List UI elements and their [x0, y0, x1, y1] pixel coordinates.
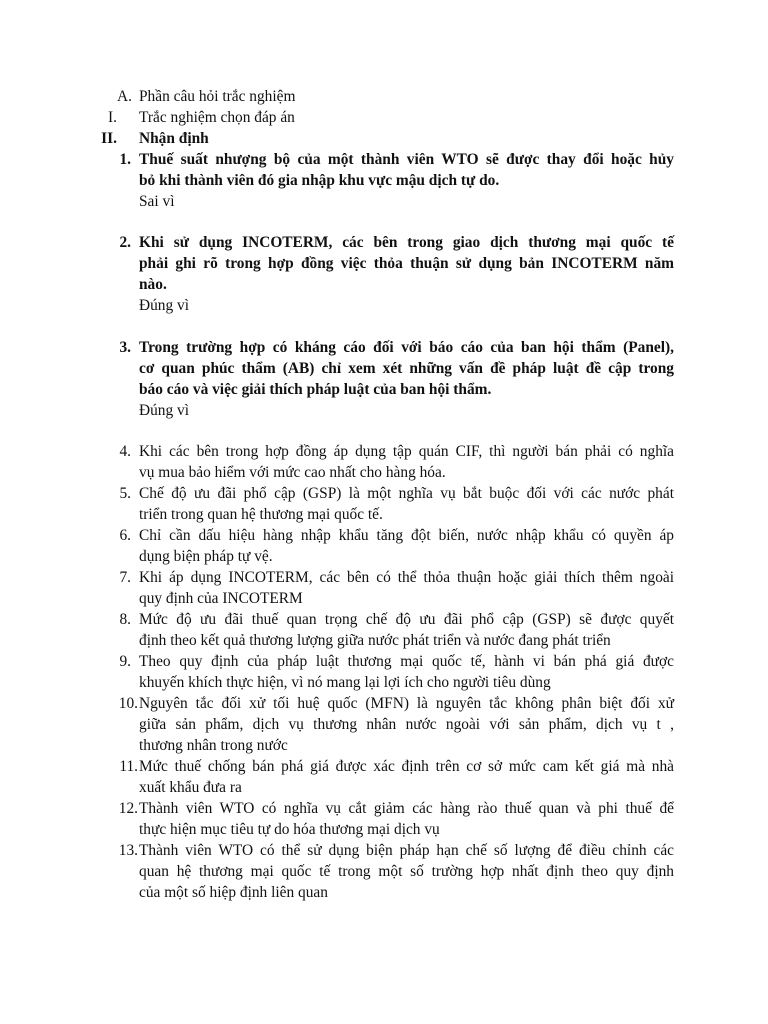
section-heading-i [0, 107, 768, 128]
item-text: nào. [139, 276, 167, 293]
item-text: quan hệ thương mại quốc tế trong một số trường hợp nhất định theo quy định [139, 863, 674, 880]
item-number: 2. [119, 234, 131, 251]
item-text: của một số hiệp định liên quan [139, 884, 328, 901]
item-text: Thành viên WTO có thể sử dụng biện pháp hạn chế số lượng để điều chỉnh các [139, 842, 674, 859]
list-item [0, 441, 768, 462]
list-item-continuation [0, 358, 768, 379]
list-item [0, 756, 768, 777]
item-text: Khi áp dụng INCOTERM, các bên có thể thỏa thuận hoặc giải thích thêm ngoài [139, 569, 674, 586]
list-item-continuation [0, 672, 768, 693]
answer-text: Sai vì [139, 193, 175, 210]
list-marker: I. [108, 109, 117, 126]
list-item-continuation [0, 819, 768, 840]
list-marker: II. [101, 130, 117, 147]
list-item [0, 693, 768, 714]
list-item-continuation [0, 379, 768, 400]
item-text: báo cáo và việc giải thích pháp luật của ban hội thẩm. [139, 381, 492, 398]
item-number: 3. [119, 339, 131, 356]
list-item-continuation [0, 274, 768, 295]
item-number: 8. [119, 611, 131, 628]
list-item-continuation [0, 253, 768, 274]
item-text: Chỉ cần dấu hiệu hàng nhập khẩu tăng đột biến, nước nhập khẩu có quyền áp [139, 527, 674, 544]
item-text: thương nhân trong nước [139, 737, 288, 754]
list-item-continuation [0, 630, 768, 651]
item-text: quy định của INCOTERM [139, 590, 303, 607]
item-text: Thành viên WTO có nghĩa vụ cắt giảm các hàng rào thuế quan và phi thuế để [139, 800, 674, 817]
item-text: thực hiện mục tiêu tự do hóa thương mại dịch vụ [139, 821, 440, 838]
item-text: vụ mua bảo hiểm với mức cao nhất cho hàng hóa. [139, 464, 446, 481]
item-answer [0, 191, 768, 212]
item-text: Khi sử dụng INCOTERM, các bên trong giao dịch thương mại quốc tế [139, 234, 674, 251]
item-number: 12. [118, 800, 138, 817]
heading-text: Nhận định [139, 130, 209, 147]
item-text: bỏ khi thành viên đó gia nhập khu vực mậu dịch tự do. [139, 172, 500, 189]
item-number: 9. [119, 653, 131, 670]
item-text: Trong trường hợp có kháng cáo đối với báo cáo của ban hội thẩm (Panel), [139, 339, 674, 356]
item-text: Theo quy định của pháp luật thương mại quốc tế, hành vi bán phá giá được [139, 653, 674, 670]
item-number: 7. [119, 569, 131, 586]
item-number: 1. [119, 151, 131, 168]
item-text: xuất khẩu đưa ra [139, 779, 242, 796]
list-item [0, 232, 768, 253]
item-text: Mức độ ưu đãi thuế quan trọng chế độ ưu đãi phổ cập (GSP) sẽ được quyết [139, 611, 674, 628]
list-item-continuation [0, 546, 768, 567]
list-item [0, 149, 768, 170]
list-item-continuation [0, 462, 768, 483]
list-item [0, 567, 768, 588]
list-item-continuation [0, 170, 768, 191]
item-answer [0, 400, 768, 421]
list-item [0, 525, 768, 546]
item-number: 11. [119, 758, 138, 775]
list-item-continuation [0, 504, 768, 525]
answer-text: Đúng vì [139, 297, 190, 314]
item-text: định theo kết quả thương lượng giữa nước phát triển và nước đang phát triển [139, 632, 611, 649]
item-text: Khi các bên trong hợp đồng áp dụng tập quán CIF, thì người bán phải có nghĩa [139, 443, 674, 460]
list-item [0, 609, 768, 630]
list-item [0, 337, 768, 358]
item-text: cơ quan phúc thẩm (AB) chỉ xem xét những vấn đề pháp luật đề cập trong [139, 360, 674, 377]
answer-text: Đúng vì [139, 402, 190, 419]
item-number: 6. [119, 527, 131, 544]
list-item-continuation [0, 735, 768, 756]
list-item [0, 651, 768, 672]
list-marker: A. [117, 88, 132, 105]
list-item-continuation [0, 861, 768, 882]
item-number: 13. [118, 842, 138, 859]
list-item-continuation [0, 588, 768, 609]
item-text: triển trong quan hệ thương mại quốc tế. [139, 506, 383, 523]
item-text: Chế độ ưu đãi phổ cập (GSP) là một nghĩa vụ bắt buộc đối với các nước phát [139, 485, 674, 502]
item-text: Nguyên tắc đối xử tối huệ quốc (MFN) là nguyên tắc không phân biệt đối xử [139, 695, 674, 712]
item-text: Thuế suất nhượng bộ của một thành viên WTO sẽ được thay đổi hoặc hủy [139, 151, 674, 168]
section-heading-a [0, 86, 768, 107]
list-item-continuation [0, 882, 768, 903]
item-number: 5. [119, 485, 131, 502]
item-number: 10. [118, 695, 138, 712]
item-number: 4. [119, 443, 131, 460]
list-item-continuation [0, 777, 768, 798]
list-item-continuation [0, 714, 768, 735]
heading-text: Trắc nghiệm chọn đáp án [139, 109, 295, 126]
section-heading-ii [0, 128, 768, 149]
list-item [0, 798, 768, 819]
list-item [0, 483, 768, 504]
item-text: phải ghi rõ trong hợp đồng việc thỏa thuận sử dụng bản INCOTERM năm [139, 255, 674, 272]
item-text: khuyến khích thực hiện, vì nó mang lại lợi ích cho người tiêu dùng [139, 674, 551, 691]
item-answer [0, 295, 768, 316]
list-item [0, 840, 768, 861]
item-text: giữa sản phẩm, dịch vụ thương nhân nước ngoài với sản phẩm, dịch vụ t , [139, 716, 674, 733]
item-text: dụng biện pháp tự vệ. [139, 548, 273, 565]
item-text: Mức thuế chống bán phá giá được xác định trên cơ sở mức cam kết giá mà nhà [139, 758, 674, 775]
heading-text: Phần câu hỏi trắc nghiệm [139, 88, 296, 105]
